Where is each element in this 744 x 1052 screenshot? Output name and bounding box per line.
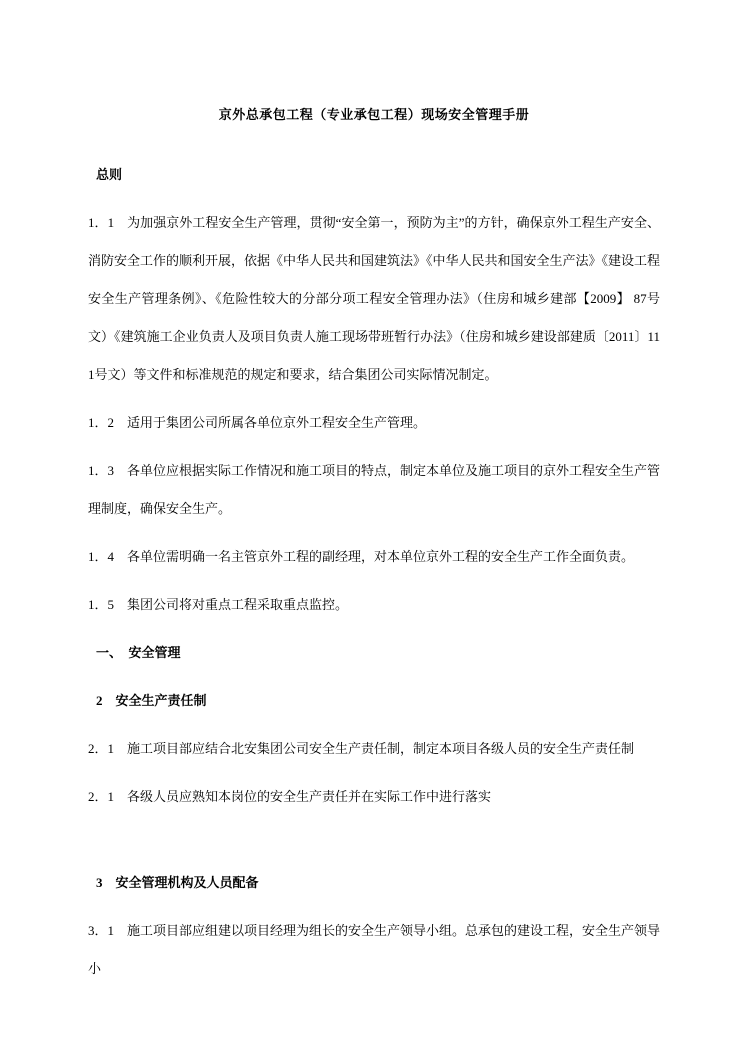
paragraph-1-2: 1．2 适用于集团公司所属各单位京外工程安全生产管理。 (88, 415, 427, 430)
section-heading-safety-responsibility-system: 2 安全生产责任制 (96, 693, 207, 708)
paragraph-2-1-a: 2．1 施工项目部应结合北安集团公司安全生产责任制，制定本项目各级人员的安全生产责任制 (88, 741, 635, 756)
paragraph-1-1: 1．1 为加强京外工程安全生产管理，贯彻“安全第一，预防为主”的方针，确保京外工程生产安全、消防安全工作的顺利开展，依据《中华人民共和国建筑法》《中华人民共和国安全生产法》《建设工程安全生产管理条例》、《危险性较大的分部分项工程安全管理办法》（住房和城乡建部【2009】 87号文）《建筑施工企业负责人及项目负责人施工现场带班暂行办法》（住房和城乡建设部建质〔2011〕111号文）等文件和标准规范的规定和要求，结合集团公司实际情况制定。 (88, 215, 661, 382)
document-title: 京外总承包工程（专业承包工程）现场安全管理手册 (218, 107, 530, 122)
paragraph-1-3: 1．3 各单位应根据实际工作情况和施工项目的特点，制定本单位及施工项目的京外工程安全生产管理制度，确保安全生产。 (88, 463, 661, 516)
paragraph-3-1: 3．1 施工项目部应组建以项目经理为组长的安全生产领导小组。总承包的建设工程，安全生产领导小 (88, 923, 661, 976)
paragraph-1-5: 1．5 集团公司将对重点工程采取重点监控。 (88, 597, 349, 612)
section-heading-safety-organization-staffing: 3 安全管理机构及人员配备 (96, 875, 259, 890)
section-heading-safety-management: 一、 安全管理 (96, 645, 181, 660)
paragraph-1-4: 1．4 各单位需明确一名主管京外工程的副经理，对本单位京外工程的安全生产工作全面负责。 (88, 549, 635, 564)
section-heading-general-principles: 总则 (96, 167, 123, 182)
paragraph-2-1-b: 2．1 各级人员应熟知本岗位的安全生产责任并在实际工作中进行落实 (88, 789, 492, 804)
